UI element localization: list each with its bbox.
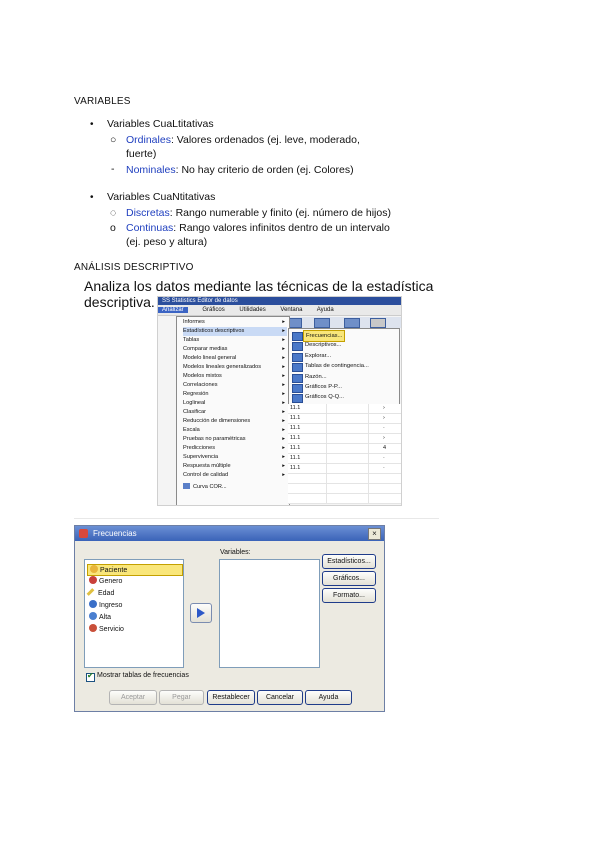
spss-menubar bbox=[158, 305, 401, 316]
aceptar-button[interactable]: Aceptar bbox=[109, 690, 157, 705]
ratio-icon bbox=[292, 374, 303, 383]
menu-item-estadisticos-descriptivos[interactable]: Estadísticos descriptivos ▸ bbox=[183, 328, 285, 334]
spss-menu-screenshot bbox=[157, 296, 402, 506]
frequencies-icon bbox=[79, 529, 88, 538]
grid-row: 11.1 4 bbox=[288, 444, 401, 454]
menu-item[interactable]: Predicciones ▸ bbox=[183, 445, 285, 451]
menu-item[interactable]: Modelos lineales generalizados ▸ bbox=[183, 364, 285, 370]
continuas-text: : Rango valores infinitos dentro de un intervalo bbox=[173, 222, 390, 234]
estadisticos-button[interactable]: Estadísticos... bbox=[322, 554, 376, 569]
submenu-explorar[interactable]: Explorar... bbox=[305, 353, 332, 359]
bullet-dot: • bbox=[90, 192, 94, 203]
nominales-line bbox=[126, 164, 354, 177]
graficos-button[interactable]: Gráficos... bbox=[322, 571, 376, 586]
menu-analizar[interactable]: Analizar bbox=[158, 307, 188, 313]
menu-graficos[interactable]: Gráficos bbox=[202, 307, 225, 313]
variable-item-paciente[interactable]: Paciente bbox=[87, 564, 183, 576]
continuas-term: Continuas bbox=[126, 222, 174, 234]
nominal-variable-icon bbox=[90, 565, 98, 573]
grid-icon[interactable] bbox=[344, 318, 360, 328]
nominales-text: : No hay criterio de orden (ej. Colores) bbox=[175, 164, 354, 176]
menu-item[interactable]: Loglineal ▸ bbox=[183, 400, 285, 406]
pp-plot-icon bbox=[292, 384, 303, 393]
ordinales-text: : Valores ordenados (ej. leve, moderado, bbox=[170, 134, 360, 146]
variable-item-edad[interactable]: Edad bbox=[89, 588, 114, 598]
discretas-text: : Rango numerable y finito (ej. número de hijos) bbox=[169, 207, 391, 219]
analiza-line-1: Analiza los datos mediante las técnicas de la estadística bbox=[84, 278, 434, 294]
cualitativas-title: Variables CuaLtitativas bbox=[107, 118, 214, 130]
spss-titlebar: SS Statistics Editor de datos bbox=[158, 297, 401, 305]
scale-variable-icon bbox=[87, 588, 95, 596]
curve-icon bbox=[183, 483, 190, 489]
menu-item[interactable]: Tablas ▸ bbox=[183, 337, 285, 343]
menu-ventana[interactable]: Ventana bbox=[280, 307, 303, 313]
analiza-line-2: descriptiva. bbox=[84, 294, 155, 310]
divider bbox=[74, 518, 439, 519]
variable-item-genero[interactable]: Genero bbox=[89, 576, 122, 586]
nominal-variable-icon bbox=[89, 576, 97, 584]
menu-item-curva-cor[interactable]: Curva COR... bbox=[183, 483, 287, 492]
discretas-term: Discretas bbox=[126, 207, 170, 219]
grid-row: 11.1 › bbox=[288, 434, 401, 444]
sub-bullet-circle: ○ bbox=[110, 134, 117, 146]
variable-item-alta[interactable]: Alta bbox=[89, 612, 111, 622]
continuas-text-2: (ej. peso y altura) bbox=[126, 236, 208, 248]
sub-bullet-circle: o bbox=[110, 222, 116, 234]
pegar-button[interactable]: Pegar bbox=[159, 690, 204, 705]
spss-toolbar bbox=[284, 317, 401, 328]
grid-row: 11.1 › bbox=[288, 404, 401, 414]
menu-item[interactable]: Modelos mixtos ▸ bbox=[183, 373, 285, 379]
grid-row bbox=[288, 494, 401, 504]
variable-item-ingreso[interactable]: Ingreso bbox=[89, 600, 122, 610]
formato-button[interactable]: Formato... bbox=[322, 588, 376, 603]
dialog-titlebar bbox=[75, 526, 384, 541]
menu-item[interactable]: Escala ▸ bbox=[183, 427, 285, 433]
dialog-title: Frecuencias bbox=[93, 529, 137, 538]
source-variable-list[interactable] bbox=[84, 559, 184, 668]
grid-row: 11.1 · bbox=[288, 464, 401, 474]
check-icon: ✔ bbox=[87, 671, 94, 680]
submenu-graficos-qq[interactable]: Gráficos Q-Q... bbox=[305, 394, 344, 400]
grid-row: 11.1 › bbox=[288, 414, 401, 424]
variables-label: Variables: bbox=[220, 549, 251, 556]
data-grid bbox=[288, 404, 401, 504]
grid-row bbox=[288, 484, 401, 494]
ordinales-term: Ordinales bbox=[126, 134, 171, 146]
restablecer-button[interactable]: Restablecer bbox=[207, 690, 255, 705]
sub-bullet-dotted: ◌ bbox=[110, 207, 117, 219]
chart-icon[interactable] bbox=[314, 318, 330, 328]
mostrar-tablas-checkbox[interactable] bbox=[86, 673, 95, 682]
submenu-tablas-contingencia[interactable]: Tablas de contingencia... bbox=[305, 363, 369, 369]
frecuencias-dialog bbox=[74, 525, 385, 712]
descriptives-icon bbox=[292, 342, 303, 351]
menu-item[interactable]: Comparar medias ▸ bbox=[183, 346, 285, 352]
target-variable-list[interactable] bbox=[219, 559, 320, 668]
heading-variables: VARIABLES bbox=[74, 96, 131, 107]
heading-analisis: ANÁLISIS DESCRIPTIVO bbox=[74, 262, 194, 273]
cuantitativas-title: Variables CuaNtitativas bbox=[107, 191, 216, 203]
menu-utilidades[interactable]: Utilidades bbox=[239, 307, 266, 313]
menu-item[interactable]: Correlaciones ▸ bbox=[183, 382, 285, 388]
crosstabs-icon bbox=[292, 363, 303, 372]
scale-icon[interactable] bbox=[370, 318, 386, 328]
menu-item[interactable]: Modelo lineal general ▸ bbox=[183, 355, 285, 361]
menu-item[interactable]: Regresión ▸ bbox=[183, 391, 285, 397]
menu-ayuda[interactable]: Ayuda bbox=[316, 307, 334, 313]
submenu-graficos-pp[interactable]: Gráficos P-P... bbox=[305, 384, 342, 390]
grid-row: 11.1 · bbox=[288, 424, 401, 434]
ayuda-button[interactable]: Ayuda bbox=[305, 690, 352, 705]
qq-plot-icon bbox=[292, 394, 303, 403]
bullet-dot: • bbox=[90, 119, 94, 130]
submenu-descriptivos[interactable]: Descriptivos... bbox=[305, 342, 342, 348]
ordinales-text-2: fuerte) bbox=[126, 148, 157, 160]
cancelar-button[interactable]: Cancelar bbox=[257, 690, 303, 705]
sub-bullet-dash: - bbox=[111, 163, 115, 175]
nominal-variable-icon bbox=[89, 624, 97, 632]
grid-row bbox=[288, 474, 401, 484]
continuas-line bbox=[126, 222, 390, 235]
estadisticos-submenu bbox=[288, 328, 400, 406]
nominal-variable-icon bbox=[89, 612, 97, 620]
menu-item[interactable]: Clasificar ▸ bbox=[183, 409, 285, 415]
nominales-term: Nominales bbox=[126, 164, 176, 176]
variable-item-servicio[interactable]: Servicio bbox=[89, 624, 124, 634]
frequencies-icon bbox=[292, 332, 303, 341]
discretas-line bbox=[126, 207, 391, 220]
checkbox-label: Mostrar tablas de frecuencias bbox=[97, 672, 189, 679]
menu-item[interactable]: Respuesta múltiple ▸ bbox=[183, 463, 285, 469]
menu-item[interactable]: Pruebas no paramétricas ▸ bbox=[183, 436, 285, 442]
nominal-variable-icon bbox=[89, 600, 97, 608]
menu-item[interactable]: Reducción de dimensiones ▸ bbox=[183, 418, 285, 424]
arrow-right-icon bbox=[197, 608, 205, 618]
grid-row: 11.1 · bbox=[288, 454, 401, 464]
explore-icon bbox=[292, 353, 303, 362]
menu-item[interactable]: Control de calidad ▸ bbox=[183, 472, 285, 478]
submenu-frecuencias[interactable]: Frecuencias... bbox=[303, 330, 345, 342]
ordinales-line bbox=[126, 134, 360, 147]
menu-item[interactable]: Informes ▸ bbox=[183, 319, 285, 325]
move-variable-button[interactable] bbox=[190, 603, 212, 623]
analizar-dropdown bbox=[176, 316, 290, 506]
menu-item[interactable]: Supervivencia ▸ bbox=[183, 454, 285, 460]
close-button[interactable]: × bbox=[368, 528, 381, 540]
submenu-razon[interactable]: Razón... bbox=[305, 374, 327, 380]
